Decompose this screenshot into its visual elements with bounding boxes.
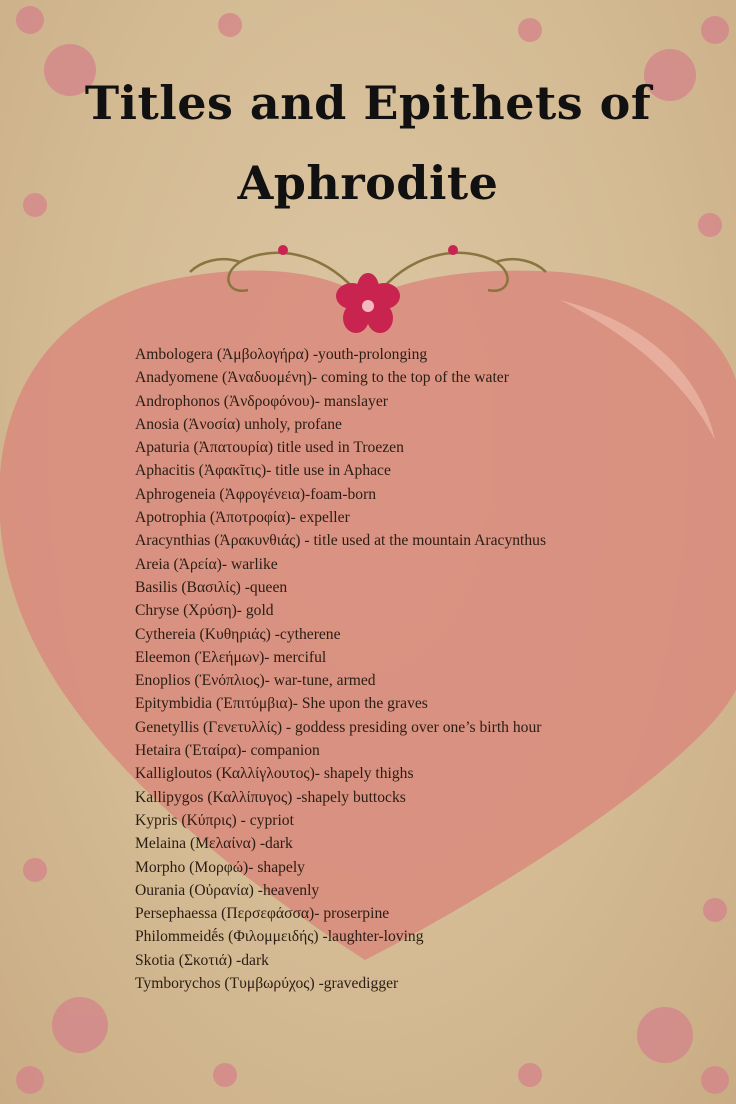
epithet-list [135, 343, 546, 995]
epithet-item: Anadyomene (Ἀναδυομένη)- coming to the top of the water [135, 369, 509, 387]
epithet-item: Enoplios (Ἐνόπλιος)- war-tune, armed [135, 672, 376, 690]
epithet-item: Tymborychos (Τυμβωρύχος) -gravedigger [135, 975, 399, 993]
epithet-item: Ourania (Οὐρανία) -heavenly [135, 881, 320, 899]
epithet-item: Kypris (Κύπρις) - cypriot [135, 811, 294, 829]
epithet-item: Hetaira (Ἑταίρα)- companion [135, 742, 320, 760]
epithet-item: Morpho (Μορφώ)- shapely [135, 858, 305, 876]
epithet-item: Persephaessa (Περσεφάσσα)- proserpine [135, 905, 390, 923]
epithet-item: Aracynthias (Ἀρακυνθιάς) - title used at the mountain Aracynthus [135, 532, 547, 550]
epithet-item: Skotia (Σκοτιά) -dark [135, 951, 269, 969]
epithet-item: Cythereia (Κυθηριάς) -cytherene [135, 625, 341, 643]
epithet-item: Ambologera (Ἀμβολογήρα) -youth-prolonging [135, 346, 428, 363]
epithet-item: Chryse (Χρύση)- gold [135, 602, 274, 620]
epithet-item: Areia (Ἀρεία)- warlike [135, 555, 278, 573]
epithet-item: Melaina (Μελαίνα) -dark [135, 835, 293, 853]
epithet-item: Eleemon (Ἐλεήμων)- merciful [135, 648, 327, 666]
epithet-item: Apaturia (Ἀπατουρία) title used in Troezen [135, 439, 404, 457]
epithet-item: Kallipygos (Καλλίπυγος) -shapely buttocks [135, 788, 406, 806]
page-title-line1: Titles and Epithets of [84, 76, 652, 130]
epithet-item: Epitymbidia (Ἐπιτύμβια)- She upon the graves [135, 695, 428, 713]
epithet-item: Kalligloutos (Καλλίγλουτος)- shapely thighs [135, 765, 414, 783]
epithet-item: Aphacitis (Ἀφακῖτις)- title use in Aphace [135, 462, 391, 480]
epithet-item: Apotrophia (Ἀποτροφία)- expeller [135, 509, 350, 527]
epithet-item: Anosia (Ἀνοσία) unholy, profane [135, 415, 342, 433]
epithet-item: Aphrogeneia (Ἀφρογένεια)-foam-born [135, 485, 377, 503]
epithet-item: Philommeidḗs (Φιλομμειδής) -laughter-loving [135, 928, 424, 946]
epithet-item: Basilis (Βασιλίς) -queen [135, 578, 288, 596]
epithet-item: Androphonos (Ἀνδροφόνου)- manslayer [135, 392, 388, 410]
epithet-item: Genetyllis (Γενετυλλίς) - goddess presiding over one’s birth hour [135, 718, 542, 736]
page-title-line2: Aphrodite [237, 156, 499, 210]
